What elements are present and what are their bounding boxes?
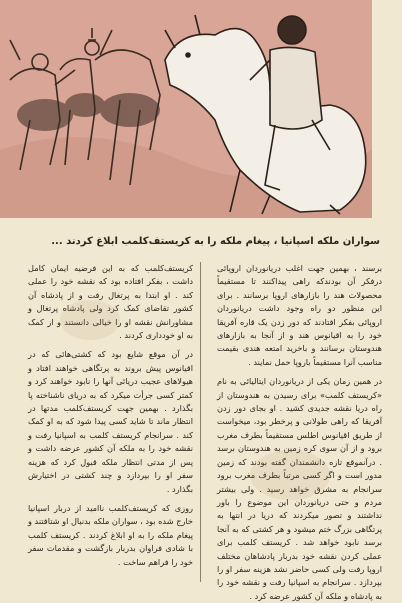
paragraph: در همین زمان یکی از دریانوردان ایتالیائی به نام «کریستف کلمب» برای رسیدن به هندوستان از راه دریا نقشه جدیدی کشید . او بجای دور زدن آفریقا که راهی طولانی و پرخطر بود، میخواست از طریق اقیانوس اطلس مستقیماً بطرف مغرب برود و از آن سوی کره زمین به هندوستان برسد . درآنموقع تازه دانشمندان گفته بودند که زمین مدور است و اگر کسی مرتباً بطرف مغرب برود سرانجام به مشرق خواهد رسید . ولی بیشتر مردم و حتی دریانوردان این موضوع را باور نداشتند و تصور میکردند که دریا در انتها به پرتگاهی بزرگ ختم میشود و هر کشتی که به آنجا برسد نابود خواهد شد . کریستف کلمب برای عملی کردن نقشه خود بدربار پادشاهان مختلف اروپا رفت ولی کسی حاضر نشد هزینه سفر او را بپردازد . سرانجام به اسپانیا رفت و نقشه خود را به پادشاه و ملکه آن کشور عرضه کرد .: [217, 376, 382, 601]
paper-stain: [60, 300, 120, 340]
paragraph: برسند ، بهمین جهت اغلب دریانوردان اروپائی درفکر آن بودندکه راهی پیداکنند تا مستقیماً محصولات هند را بازارهای اروپا برسانند . برای این منظور دو راه وجود داشت دریانوردان اروپائی بفکر افتادند که دور زدن یک قاره آفریقا خود را به اقیانوس هند و از آنجا به بازارهای هندوستان برسانند و باخرید امتعه هندی بقیمت مناسب آنرا مستقیماً باروپا حمل نمایند .: [217, 263, 382, 367]
illustration-caption: سواران ملکه اسپانیا ، پیغام ملکه را به کریستف‌کلمب ابلاغ کردند ...: [51, 236, 380, 247]
paper-stain: [250, 450, 330, 500]
column-divider: [200, 262, 201, 582]
paragraph: روزی که کریستف‌کلمب ناامید از دربار اسپانیا خارج شده بود ، سواران ملکه بدنبال او شتافتند و پیغام ملکه را به او ابلاغ کردند . کریستف کلمب با شادی فراوان بدربار بازگشت و مقدمات سفر خود را فراهم ساخت .: [27, 502, 193, 567]
riders-drawing: [0, 0, 372, 218]
paragraph: کریستف‌کلمب که به این فرضیه ایمان کامل داشت ، بفکر افتاده بود که نقشه خود را عملی کند . او ابتدا به پرتغال رفت و از پادشاه آن کشور تقاضای کمک کرد ولی پادشاه پرتغال و مشاورانش نقشه او را خیالی دانستند و از کمک به او خودداری کردند .: [28, 263, 193, 341]
illustration-riders: [0, 0, 372, 218]
text-column-right: [217, 262, 382, 601]
paragraph: در آن موقع شایع بود که کشتی‌هائی که در اقیانوس پیش بروند به پرتگاهی خواهند افتاد و هیولاهای عجیب دریائی آنها را نابود خواهند کرد و کمتر کسی جرأت میکرد که به دریای ناشناخته پا بگذارد . بهمین جهت کریستف‌کلمب مدتها در انتظار ماند تا شاید کسی پیدا شود که به او کمک کند . سرانجام کریستف کلمب به اسپانیا رفت و نقشه خود را به ملکه آن کشور عرضه داشت و پس از مدتی انتظار ملکه قبول کرد که هزینه سفر او را بپردازد و چند کشتی در اختیارش بگذارد .: [28, 349, 193, 494]
